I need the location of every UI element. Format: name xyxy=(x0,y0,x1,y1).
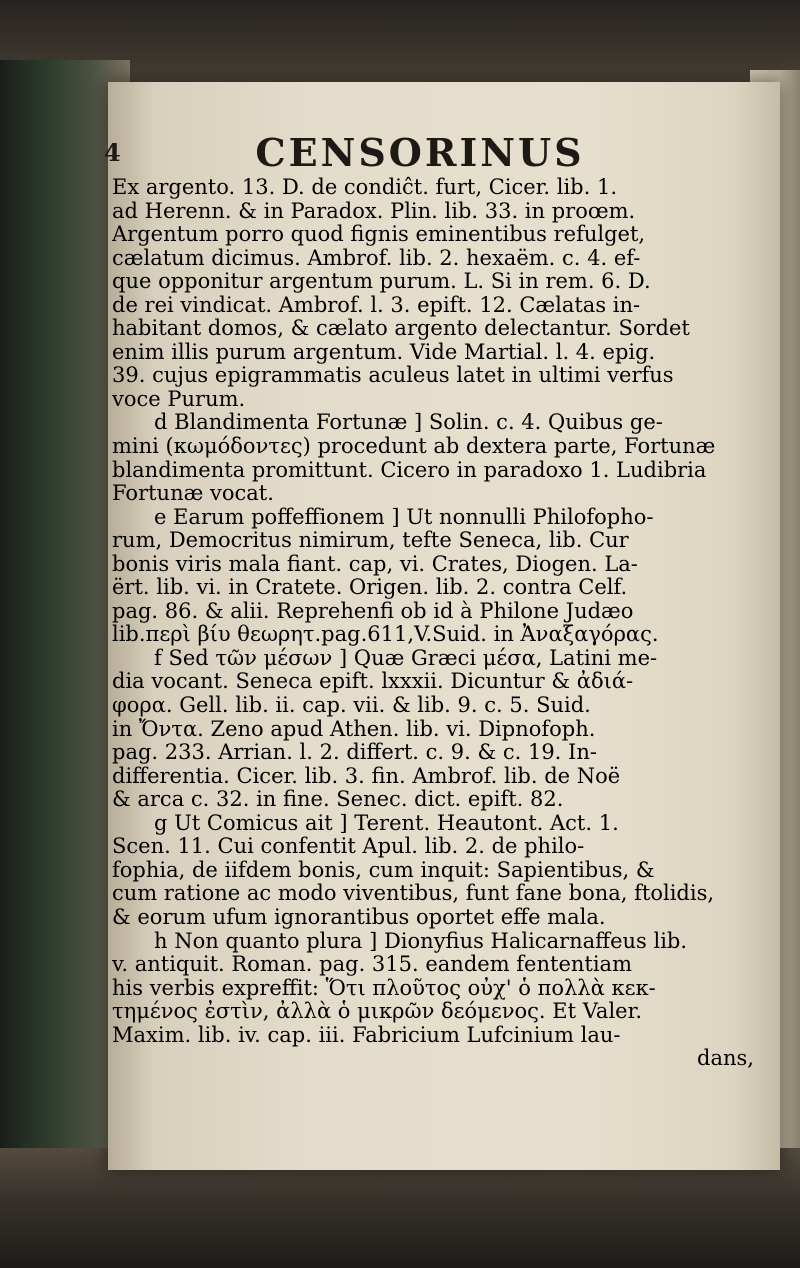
text-line: pag. 233. Arrian. l. 2. differt. c. 9. & c. 19. In- xyxy=(112,741,597,765)
page-body xyxy=(112,176,762,1071)
text-line: Maxim. lib. iv. cap. iii. Fabricium Lufcinium lau- xyxy=(112,1023,621,1047)
catchword: dans, xyxy=(697,1047,754,1071)
page-number: 4 xyxy=(104,138,121,167)
text-line: in Ὄντα. Zeno apud Athen. lib. vi. Dipnofoph. xyxy=(112,717,596,741)
text-line: pag. 86. & alii. Reprehenfi ob id à Philone Judæo xyxy=(112,599,634,623)
text-line: 39. cujus epigrammatis aculeus latet in ultimi verfus xyxy=(112,364,674,388)
text-line: rum, Democritus nimirum, tefte Seneca, lib. Cur xyxy=(112,529,629,553)
text-line: Fortunæ vocat. xyxy=(112,482,274,506)
footnote-g: g Ut Comicus ait ] Terent. Heautont. Act. 1. xyxy=(154,811,619,835)
text-line: fophia, de iifdem bonis, cum inquit: Sapientibus, & xyxy=(112,858,655,882)
running-head: CENSORINUS xyxy=(255,130,585,175)
footnote-h: h Non quanto plura ] Dionyfius Halicarnaffeus lib. xyxy=(154,929,688,953)
text-line: dia vocant. Seneca epift. lxxxii. Dicuntur & ἀδιά- xyxy=(112,670,634,694)
text-line: cælatum dicimus. Ambrof. lib. 2. hexaëm. c. 4. ef- xyxy=(112,246,641,270)
text-line: mini (κωμόδοντες) procedunt ab dextera parte, Fortunæ xyxy=(112,435,716,459)
text-line: ad Herenn. & in Paradox. Plin. lib. 33. in proœm. xyxy=(112,199,636,223)
text-line: blandimenta promittunt. Cicero in paradoxo 1. Ludibria xyxy=(112,458,707,482)
text-line: Ex argento. 13. D. de condiĉt. furt, Cicer. lib. 1. xyxy=(112,176,618,199)
text-line: τημένος ἐστὶν, ἀλλὰ ὁ μικρῶν δεόμενος. Et Valer. xyxy=(112,1000,643,1024)
text-line: enim illis purum argentum. Vide Martial. l. 4. epig. xyxy=(112,340,656,364)
footnote-f: f Sed τῶν μέσων ] Quæ Græci μέσα, Latini me- xyxy=(154,646,658,670)
footnote-e: e Earum poffeffionem ] Ut nonnulli Philofopho- xyxy=(154,505,654,529)
footnote-d: d Blandimenta Fortunæ ] Solin. c. 4. Quibus ge- xyxy=(154,411,663,435)
text-line: que opponitur argentum purum. L. Si in rem. 6. D. xyxy=(112,270,651,294)
text-line: Scen. 11. Cui confentit Apul. lib. 2. de philo- xyxy=(112,835,585,859)
text-line: bonis viris mala fiant. cap, vi. Crates, Diogen. La- xyxy=(112,552,638,576)
text-line: & arca c. 32. in fine. Senec. dict. epift. 82. xyxy=(112,788,564,812)
text-line: lib.περὶ βίυ θεωρητ.pag.611,V.Suid. in Ἀναξαγόρας. xyxy=(112,623,659,647)
text-line: de rei vindicat. Ambrof. l. 3. epift. 12. Cælatas in- xyxy=(112,293,641,317)
text-line: & eorum ufum ignorantibus oportet effe mala. xyxy=(112,905,606,929)
text-line: his verbis expreffit: Ὅτι πλοῦτος οὐχ' ὁ πολλὰ κεκ- xyxy=(112,976,656,1000)
text-line: v. antiquit. Roman. pag. 315. eandem fententiam xyxy=(112,953,632,977)
text-line: voce Purum. xyxy=(112,387,246,411)
text-line: habitant domos, & cælato argento delectantur. Sordet xyxy=(112,317,690,341)
text-line: cum ratione ac modo viventibus, funt fane bona, ftolidis, xyxy=(112,882,715,906)
text-line: ërt. lib. vi. in Cratete. Origen. lib. 2. contra Celf. xyxy=(112,576,628,600)
text-line: φορα. Gell. lib. ii. cap. vii. & lib. 9. c. 5. Suid. xyxy=(112,694,591,718)
text-line: Argentum porro quod fignis eminentibus refulget, xyxy=(112,223,646,247)
text-line: differentia. Cicer. lib. 3. fin. Ambrof. lib. de Noë xyxy=(112,764,621,788)
